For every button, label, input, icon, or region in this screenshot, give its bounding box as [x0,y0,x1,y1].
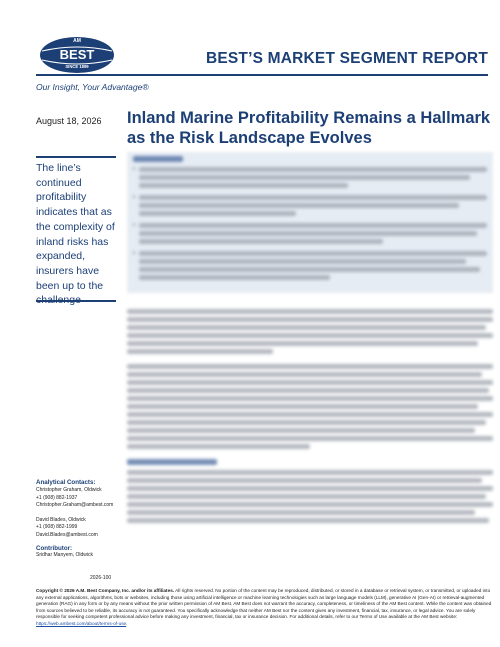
sidebar-pull-quote: The line’s continued profitability indicates that as the complexity of inland risks has expanded, insurers have been up to the [36,156,116,308]
body-paragraph [127,364,493,449]
body-paragraph [127,470,493,523]
copyright-notice: Copyright © 2026 A.M. Best Company, Inc. and/or its affiliates. [36,588,175,593]
contact-phone: +1 (908) 882-1999 [36,524,78,531]
report-number: 2026-100 [90,575,112,581]
report-title: BEST’S MARKET SEGMENT REPORT [205,50,488,67]
legal-disclaimer: All rights reserved. No portion of the content may be reproduced, distributed, or stored in a database or retrieval system, or transmitted, or uploaded into any external applications, algorithms, bots or websites, including those using artificial intelligence or machine learning technologies such as large language models (LLM), generative AI (Gen-AI) or retrieval-augmented generation (RAG) in any form or by any means without the prior written permission of AM Best. AM Best does not warrant the accuracy, completeness, or timeliness of the AM Best content. While the content was obtained from sources believed to be reliable, its accuracy is not guaranteed. You specifically acknowledge that neither AM Best nor the content gives any investment, financial, tax, insurance, or legal advice. You are solely responsible for seeking competent professional advice before making any investment, financial, tax or insurance decision. For additional details, refer to our Terms of Use available at the AM Best website: [36,588,492,620]
body-paragraph [127,309,493,354]
section-heading [127,459,217,465]
contact-email[interactable]: David.Blades@ambest.com [36,531,98,538]
contact-email[interactable]: Christopher.Graham@ambest.com [36,502,114,509]
contributor-heading: Contributor: [36,544,73,552]
contributor-name: Sridhar Manyem, Oldwick [36,551,93,558]
contact-name: Christopher Graham, Oldwick [36,487,102,493]
footer-end: . [126,620,128,626]
pull-quote-divider [36,300,116,302]
am-best-logo [38,34,116,76]
contact-name: David Blades, Oldwick [36,516,86,523]
logo-brand-text: BEST [59,47,95,62]
list-item: • [133,195,487,219]
article-headline: Inland Marine Profitability Remains a Hallmark as the Risk Landscape Evolves [127,109,491,147]
publication-date: August 18, 2026 [36,116,102,126]
key-takeaways-box [127,152,493,293]
list-item: • [133,251,487,283]
analytical-contacts [36,479,122,559]
report-header [0,0,500,92]
logo-am-text: AM [73,38,81,44]
contact-phone: +1 (908) 882-1937 [36,494,78,501]
tagline: Our Insight, Your Advantage® [36,82,149,92]
logo-since-text: SINCE 1899 [65,64,89,69]
contacts-heading: Analytical Contacts: [36,479,96,486]
header-divider [36,74,488,76]
box-heading [133,156,183,162]
terms-of-use-link[interactable]: https://web.ambest.com/about/terms-of-use [36,620,127,626]
copyright-footer [36,588,492,628]
article-body-blurred [127,152,493,586]
list-item: • [133,167,487,191]
list-item: • [133,223,487,247]
